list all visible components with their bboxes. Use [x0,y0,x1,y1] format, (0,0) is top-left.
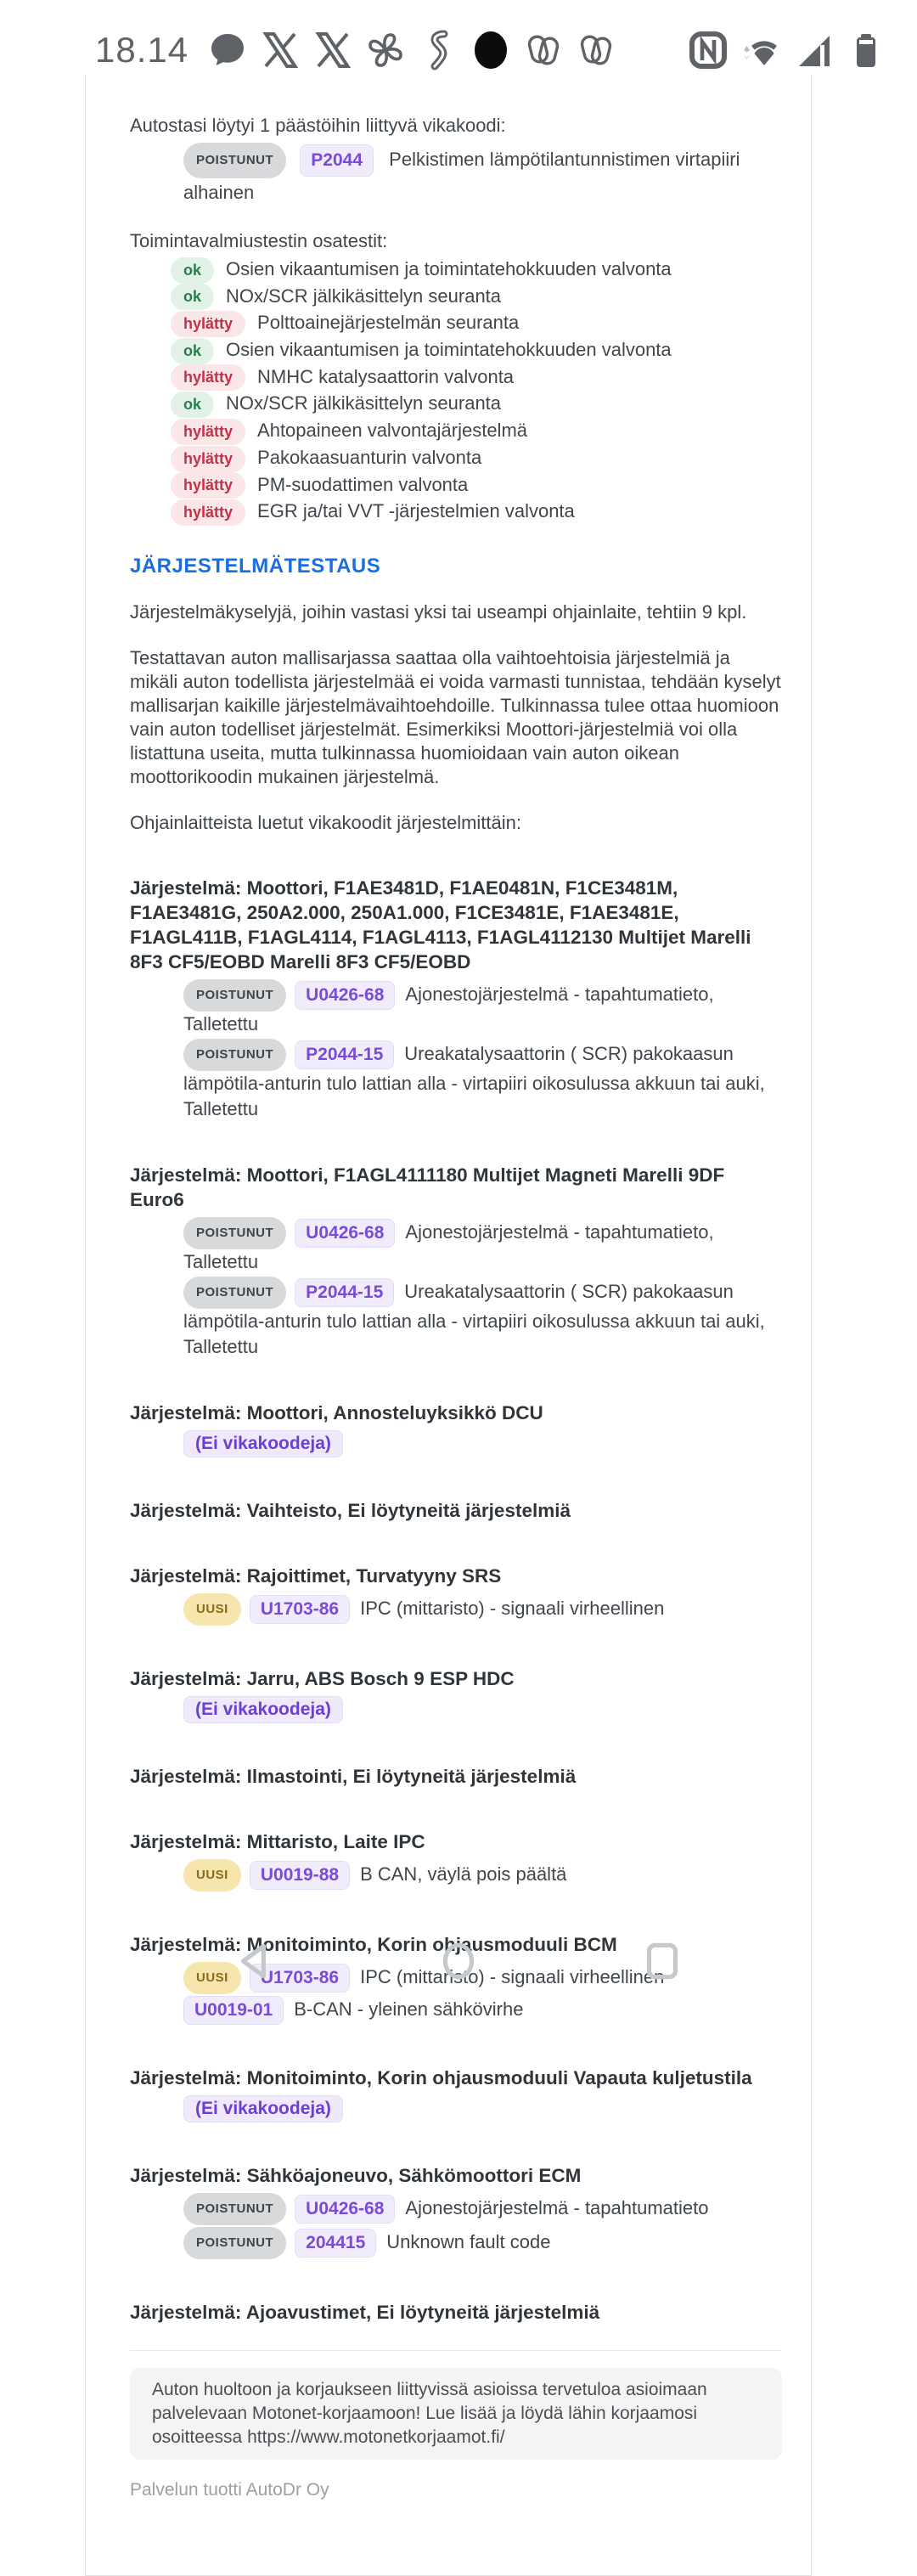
test-label: NMHC katalysaattorin valvonta [257,365,515,387]
battery-icon [846,30,886,70]
fault-code-row [183,1996,782,2025]
readiness-test-row [171,445,782,472]
result-pill: ok [171,392,214,418]
fault-code-row [183,2227,782,2259]
readiness-list [171,256,782,526]
fault-code-badge: U0426-68 [295,2195,395,2224]
readiness-test-row [171,310,782,337]
system-title: Järjestelmä: Mittaristo, Laite IPC [130,1830,425,1852]
system-title: Järjestelmä: Monitoiminto, Korin ohjausmoduuli BCM [130,1933,617,1955]
notification-icons [207,30,616,70]
black-circle-icon [470,30,511,70]
intro-line: Autostasi löytyi 1 päästöihin liittyvä vikakoodi: [130,115,506,136]
fault-code-desc: IPC (mittaristo) - signaali virheellinen [360,1965,665,1987]
test-label: Osien vikaantumisen ja toimintatehokkuuden valvonta [226,339,672,361]
status-badge: POISTUNUT [183,2193,286,2225]
readiness-test-row [171,364,782,392]
section-title: JÄRJESTELMÄTESTAUS [130,554,381,578]
wifi-icon [740,30,781,70]
result-pill: hylätty [171,364,245,391]
fault-code-desc: Ajonestojärjestelmä - tapahtumatieto, Talletettu [183,1220,714,1272]
readiness-test-row [171,418,782,445]
fault-code-badge: P2044 [300,144,374,177]
fault-code-desc: IPC (mittaristo) - signaali virheellinen [360,1597,665,1619]
status-badge: UUSI [183,1593,241,1626]
system-codes [183,2193,782,2259]
system-block [130,2066,782,2122]
system-title: Järjestelmä: Jarru, ABS Bosch 9 ESP HDC [130,1667,515,1689]
readiness-test-row [171,337,782,364]
system-title: Järjestelmä: Moottori, F1AE3481D, F1AE0481N, F1CE3481M, F1AE3481G, 250A2.000, 250A1.000, F1CE3481E, F1AE3481E, F1AGL411B, F1AGL4114, F1AGL4113, F1AGL4112130 Multijet Marelli 8F3 CF5/EOBD Marelli 8F3 CF5/EOBD [130,877,751,972]
back-icon[interactable] [232,1938,278,1984]
fault-code-badge: U0426-68 [295,1219,395,1248]
no-codes-badge: (Ei vikakoodeja) [183,1430,343,1457]
s-curve-icon [418,30,458,70]
fault-code-badge: U0019-01 [183,1996,284,2025]
system-codes [183,1593,782,1626]
home-icon[interactable] [436,1938,481,1984]
test-label: EGR ja/tai VVT -järjestelmien valvonta [257,500,575,522]
test-label: Osien vikaantumisen ja toimintatehokkuuden valvonta [226,258,672,279]
signal-icon [793,30,834,70]
fault-code-desc: Pelkistimen lämpötilantunnistimen virtapiiri alhainen [183,148,740,203]
fault-code-row [183,1217,782,1275]
test-label: NOx/SCR jälkikäsittelyn seuranta [226,392,502,414]
system-codes [183,1696,782,1723]
result-pill: hylätty [171,446,245,472]
fault-code-badge: U0426-68 [295,981,395,1010]
test-label: NOx/SCR jälkikäsittelyn seuranta [226,285,502,307]
system-block [130,1401,782,1457]
system-title: Järjestelmä: Moottori, Annosteluyksikkö DCU [130,1401,543,1423]
fault-code-desc: B CAN, väylä pois päältä [360,1863,567,1885]
readiness-test-row [171,391,782,418]
system-title: Järjestelmä: Ajoavustimet, Ei löytyneitä järjestelmiä [130,2301,600,2323]
readiness-test-row [171,284,782,311]
pinwheel-icon [365,30,406,70]
status-badge: POISTUNUT [183,2227,286,2259]
result-pill: ok [171,257,214,284]
section-note: Testattavan auton mallisarjassa saattaa olla vaihtoehtoisia järjestelmiä ja mikäli auton todellista järjestelmää ei voida varmasti tunnistaa, tehdään kyselyt mallisarjan kaikille järjestelmävaihtoehdoille. Tulkinnassa tulee ottaa huomioon vain auton todelliset järjestelmät. Esimerkiksi Moottori-järjestelmiä voi olla listattuna useita, mutta tulkinnassa huomioidaan vain auton oikean moottorikoodin mukainen järjestelmä. [130,646,781,787]
fault-code-desc: Ajonestojärjestelmä - tapahtumatieto, Talletettu [183,983,714,1034]
section-intro: Järjestelmäkyselyjä, joihin vastasi yksi tai useampi ohjainlaite, tehtiin 9 kpl. [130,600,747,623]
result-pill: ok [171,338,214,364]
no-codes-badge: (Ei vikakoodeja) [183,2095,343,2122]
test-label: PM-suodattimen valvonta [257,473,469,495]
result-pill: ok [171,284,214,310]
readiness-title: Toimintavalmiustestin osatestit: [130,230,388,251]
system-title: Järjestelmä: Monitoiminto, Korin ohjausmoduuli Vapauta kuljetustila [130,2066,752,2088]
system-codes [183,1430,782,1457]
fault-code-badge: U0019-88 [250,1861,350,1890]
system-title: Järjestelmä: Sähköajoneuvo, Sähkömoottori ECM [130,2164,582,2186]
status-badge: POISTUNUT [183,1039,286,1071]
status-badge: POISTUNUT [183,1277,286,1309]
test-label: Ahtopaineen valvontajärjestelmä [257,420,528,442]
codes-lead: Ohjainlaitteista luetut vikakoodit järjestelmittäin: [130,811,522,833]
test-label: Polttoainejärjestelmän seuranta [257,312,520,334]
fault-code-row [183,979,782,1037]
recents-icon[interactable] [639,1938,685,1984]
system-block [130,2163,782,2259]
report-card [85,75,812,2576]
status-badge: POISTUNUT [183,143,286,178]
system-block [130,1666,782,1723]
result-pill: hylätty [171,499,245,526]
system-block [130,1829,782,1891]
motonet-link[interactable]: https://www.motonetkorjaamot.fi/ [247,2427,505,2447]
intro-code-row [183,143,782,207]
system-codes [183,1217,782,1360]
no-codes-badge: (Ei vikakoodeja) [183,1696,343,1723]
fault-code-badge: U1703-86 [250,1595,350,1624]
fault-code-badge: U1703-86 [250,1964,350,1993]
status-badge: POISTUNUT [183,1217,286,1249]
status-bar [0,0,917,75]
system-block [130,1498,782,1523]
system-block [130,876,782,1122]
x-logo-icon [312,30,353,70]
fault-code-badge: P2044-15 [295,1040,394,1069]
overlapping-cards-icon [576,30,616,70]
system-codes [183,2095,782,2122]
chat-bubble-icon [207,30,248,70]
system-block [130,1163,782,1360]
fault-code-desc: Unknown fault code [386,2230,551,2252]
fault-code-badge: P2044-15 [295,1278,394,1307]
status-badge: UUSI [183,1859,241,1891]
fault-code-desc: Ureakatalysaattorin ( SCR) pakokaasun lämpötila-anturin tulo lattian alla - virtapiiri oikosulussa akkuun tai auki, Talletettu [183,1280,765,1357]
system-title: Järjestelmä: Vaihteisto, Ei löytyneitä järjestelmiä [130,1499,571,1521]
system-block [130,2300,782,2325]
system-status-icons [688,30,886,70]
fault-code-desc: Ureakatalysaattorin ( SCR) pakokaasun lämpötila-anturin tulo lattian alla - virtapiiri oikosulussa akkuun tai auki, Talletettu [183,1042,765,1119]
divider [130,2350,782,2351]
system-title: Järjestelmä: Ilmastointi, Ei löytyneitä järjestelmiä [130,1765,577,1787]
readiness-test-row [171,256,782,284]
status-badge: POISTUNUT [183,979,286,1012]
systems-list [130,876,782,2325]
fault-code-row [183,1039,782,1122]
result-pill: hylätty [171,419,245,445]
provider-note: Palvelun tuotti AutoDr Oy [130,2479,329,2500]
fault-code-row [183,1859,782,1891]
fault-code-row [183,1593,782,1626]
clock: 18.14 [95,30,189,70]
result-pill: hylätty [171,311,245,337]
system-block [130,1764,782,1789]
fault-code-desc: Ajonestojärjestelmä - tapahtumatieto [405,2196,709,2218]
status-badge: UUSI [183,1962,241,1994]
system-title: Järjestelmä: Rajoittimet, Turvatyyny SRS [130,1564,502,1587]
fault-code-row [183,2193,782,2225]
android-nav-bar [0,1938,917,1984]
fault-code-desc: B-CAN - yleinen sähkövirhe [294,1998,524,2020]
test-label: Pakokaasuanturin valvonta [257,446,482,468]
x-logo-icon [260,30,301,70]
readiness-test-row [171,472,782,499]
overlapping-cards-icon [523,30,564,70]
system-codes [183,1859,782,1891]
nfc-icon [688,30,729,70]
system-codes [183,979,782,1122]
readiness-test-row [171,499,782,526]
system-title: Järjestelmä: Moottori, F1AGL4111180 Multijet Magneti Marelli 9DF Euro6 [130,1164,725,1210]
system-block [130,1564,782,1626]
footer-text: Auton huoltoon ja korjaukseen liittyvissä asioissa tervetuloa asioimaan palvelevaan Motonet-korjaamoon! Lue lisää ja löydä lähin korjaamosi osoitteessa [152,2379,707,2447]
fault-code-badge: 204415 [295,2229,376,2258]
footer-box [130,2368,782,2460]
result-pill: hylätty [171,472,245,499]
fault-code-row [183,1277,782,1360]
